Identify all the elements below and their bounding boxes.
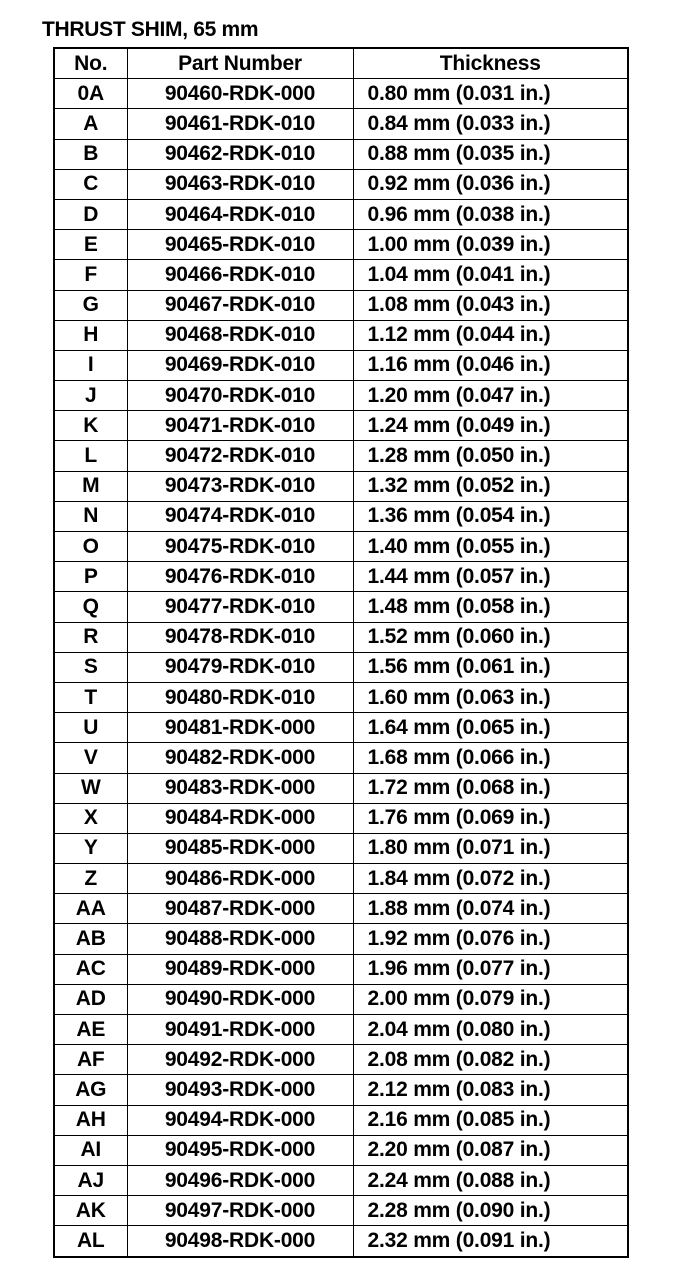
table-header-row: [54, 48, 628, 79]
cell-thickness: 1.16 mm (0.046 in.): [353, 350, 628, 380]
table-row: [54, 773, 628, 803]
cell-part-number: 90487-RDK-000: [127, 894, 353, 924]
cell-part-number: 90464-RDK-010: [127, 199, 353, 229]
page-title: THRUST SHIM, 65 mm: [42, 18, 259, 41]
table-row: [54, 743, 628, 773]
cell-thickness: 1.60 mm (0.063 in.): [353, 682, 628, 712]
table-row: [54, 1196, 628, 1226]
cell-thickness: 1.36 mm (0.054 in.): [353, 501, 628, 531]
table-row: [54, 622, 628, 652]
cell-part-number: 90495-RDK-000: [127, 1135, 353, 1165]
table-row: [54, 652, 628, 682]
cell-part-number: 90476-RDK-010: [127, 562, 353, 592]
cell-part-number: 90482-RDK-000: [127, 743, 353, 773]
table-row: [54, 381, 628, 411]
cell-no: 0A: [54, 79, 127, 109]
cell-no: M: [54, 471, 127, 501]
table-row: [54, 924, 628, 954]
cell-no: R: [54, 622, 127, 652]
cell-thickness: 1.44 mm (0.057 in.): [353, 562, 628, 592]
cell-thickness: 1.92 mm (0.076 in.): [353, 924, 628, 954]
table-row: [54, 1165, 628, 1195]
cell-thickness: 1.24 mm (0.049 in.): [353, 411, 628, 441]
cell-no: J: [54, 381, 127, 411]
cell-thickness: 1.08 mm (0.043 in.): [353, 290, 628, 320]
cell-no: AA: [54, 894, 127, 924]
cell-no: V: [54, 743, 127, 773]
cell-part-number: 90474-RDK-010: [127, 501, 353, 531]
cell-no: T: [54, 682, 127, 712]
table-row: [54, 441, 628, 471]
table-row: [54, 803, 628, 833]
cell-no: O: [54, 532, 127, 562]
cell-part-number: 90498-RDK-000: [127, 1226, 353, 1257]
cell-part-number: 90469-RDK-010: [127, 350, 353, 380]
cell-no: K: [54, 411, 127, 441]
cell-part-number: 90468-RDK-010: [127, 320, 353, 350]
cell-no: AI: [54, 1135, 127, 1165]
cell-no: L: [54, 441, 127, 471]
cell-no: Y: [54, 833, 127, 863]
cell-part-number: 90473-RDK-010: [127, 471, 353, 501]
cell-thickness: 1.00 mm (0.039 in.): [353, 230, 628, 260]
cell-part-number: 90462-RDK-010: [127, 139, 353, 169]
table-row: [54, 954, 628, 984]
column-header-thickness: Thickness: [353, 48, 628, 79]
cell-thickness: 1.64 mm (0.065 in.): [353, 713, 628, 743]
cell-thickness: 1.84 mm (0.072 in.): [353, 864, 628, 894]
cell-thickness: 1.40 mm (0.055 in.): [353, 532, 628, 562]
cell-no: E: [54, 230, 127, 260]
cell-thickness: 2.16 mm (0.085 in.): [353, 1105, 628, 1135]
table-row: [54, 169, 628, 199]
cell-no: D: [54, 199, 127, 229]
table-row: [54, 79, 628, 109]
cell-part-number: 90492-RDK-000: [127, 1045, 353, 1075]
cell-no: F: [54, 260, 127, 290]
cell-thickness: 2.00 mm (0.079 in.): [353, 984, 628, 1014]
cell-thickness: 1.04 mm (0.041 in.): [353, 260, 628, 290]
table-row: [54, 109, 628, 139]
cell-no: C: [54, 169, 127, 199]
table-row: [54, 411, 628, 441]
cell-thickness: 1.52 mm (0.060 in.): [353, 622, 628, 652]
cell-no: G: [54, 290, 127, 320]
cell-part-number: 90481-RDK-000: [127, 713, 353, 743]
cell-no: N: [54, 501, 127, 531]
cell-thickness: 2.28 mm (0.090 in.): [353, 1196, 628, 1226]
cell-thickness: 0.96 mm (0.038 in.): [353, 199, 628, 229]
cell-no: AE: [54, 1015, 127, 1045]
cell-no: P: [54, 562, 127, 592]
table-row: [54, 1045, 628, 1075]
cell-part-number: 90477-RDK-010: [127, 592, 353, 622]
cell-part-number: 90489-RDK-000: [127, 954, 353, 984]
cell-thickness: 1.80 mm (0.071 in.): [353, 833, 628, 863]
table-row: [54, 1135, 628, 1165]
cell-thickness: 1.72 mm (0.068 in.): [353, 773, 628, 803]
table-row: [54, 864, 628, 894]
column-header-part-number: Part Number: [127, 48, 353, 79]
cell-thickness: 0.92 mm (0.036 in.): [353, 169, 628, 199]
table-row: [54, 320, 628, 350]
cell-part-number: 90479-RDK-010: [127, 652, 353, 682]
cell-part-number: 90490-RDK-000: [127, 984, 353, 1014]
cell-part-number: 90478-RDK-010: [127, 622, 353, 652]
cell-part-number: 90467-RDK-010: [127, 290, 353, 320]
cell-no: AH: [54, 1105, 127, 1135]
table-row: [54, 894, 628, 924]
cell-thickness: 2.04 mm (0.080 in.): [353, 1015, 628, 1045]
cell-no: AB: [54, 924, 127, 954]
cell-thickness: 2.32 mm (0.091 in.): [353, 1226, 628, 1257]
cell-thickness: 0.88 mm (0.035 in.): [353, 139, 628, 169]
cell-thickness: 1.96 mm (0.077 in.): [353, 954, 628, 984]
cell-no: AL: [54, 1226, 127, 1257]
cell-part-number: 90465-RDK-010: [127, 230, 353, 260]
table-row: [54, 350, 628, 380]
cell-part-number: 90493-RDK-000: [127, 1075, 353, 1105]
column-header-no: No.: [54, 48, 127, 79]
table-row: [54, 199, 628, 229]
cell-no: U: [54, 713, 127, 743]
cell-part-number: 90496-RDK-000: [127, 1165, 353, 1195]
cell-no: AG: [54, 1075, 127, 1105]
table-row: [54, 592, 628, 622]
cell-no: S: [54, 652, 127, 682]
cell-part-number: 90460-RDK-000: [127, 79, 353, 109]
cell-no: A: [54, 109, 127, 139]
table-row: [54, 682, 628, 712]
table-row: [54, 230, 628, 260]
cell-thickness: 0.84 mm (0.033 in.): [353, 109, 628, 139]
cell-no: I: [54, 350, 127, 380]
table-row: [54, 1075, 628, 1105]
thrust-shim-table: [53, 47, 629, 1258]
cell-thickness: 1.88 mm (0.074 in.): [353, 894, 628, 924]
cell-part-number: 90485-RDK-000: [127, 833, 353, 863]
cell-part-number: 90470-RDK-010: [127, 381, 353, 411]
table-row: [54, 471, 628, 501]
table-row: [54, 1105, 628, 1135]
cell-part-number: 90475-RDK-010: [127, 532, 353, 562]
cell-no: Q: [54, 592, 127, 622]
cell-part-number: 90466-RDK-010: [127, 260, 353, 290]
table-row: [54, 713, 628, 743]
table-row: [54, 260, 628, 290]
cell-thickness: 1.56 mm (0.061 in.): [353, 652, 628, 682]
cell-thickness: 1.32 mm (0.052 in.): [353, 471, 628, 501]
table-body: [54, 79, 628, 1257]
cell-thickness: 2.24 mm (0.088 in.): [353, 1165, 628, 1195]
cell-thickness: 1.48 mm (0.058 in.): [353, 592, 628, 622]
cell-no: W: [54, 773, 127, 803]
cell-no: AJ: [54, 1165, 127, 1195]
cell-no: X: [54, 803, 127, 833]
table-row: [54, 290, 628, 320]
cell-thickness: 2.12 mm (0.083 in.): [353, 1075, 628, 1105]
cell-thickness: 0.80 mm (0.031 in.): [353, 79, 628, 109]
cell-part-number: 90480-RDK-010: [127, 682, 353, 712]
cell-thickness: 1.68 mm (0.066 in.): [353, 743, 628, 773]
table-row: [54, 139, 628, 169]
cell-no: H: [54, 320, 127, 350]
cell-part-number: 90497-RDK-000: [127, 1196, 353, 1226]
cell-part-number: 90488-RDK-000: [127, 924, 353, 954]
cell-thickness: 2.20 mm (0.087 in.): [353, 1135, 628, 1165]
table-row: [54, 1015, 628, 1045]
cell-part-number: 90461-RDK-010: [127, 109, 353, 139]
cell-part-number: 90494-RDK-000: [127, 1105, 353, 1135]
cell-thickness: 2.08 mm (0.082 in.): [353, 1045, 628, 1075]
cell-thickness: 1.76 mm (0.069 in.): [353, 803, 628, 833]
cell-part-number: 90486-RDK-000: [127, 864, 353, 894]
cell-no: AF: [54, 1045, 127, 1075]
cell-no: Z: [54, 864, 127, 894]
cell-no: AD: [54, 984, 127, 1014]
cell-part-number: 90483-RDK-000: [127, 773, 353, 803]
table-row: [54, 562, 628, 592]
cell-thickness: 1.28 mm (0.050 in.): [353, 441, 628, 471]
cell-no: B: [54, 139, 127, 169]
cell-no: AK: [54, 1196, 127, 1226]
table-row: [54, 501, 628, 531]
cell-part-number: 90471-RDK-010: [127, 411, 353, 441]
table-row: [54, 532, 628, 562]
table-row: [54, 1226, 628, 1257]
cell-thickness: 1.12 mm (0.044 in.): [353, 320, 628, 350]
cell-part-number: 90491-RDK-000: [127, 1015, 353, 1045]
cell-part-number: 90484-RDK-000: [127, 803, 353, 833]
cell-part-number: 90472-RDK-010: [127, 441, 353, 471]
table-row: [54, 833, 628, 863]
cell-no: AC: [54, 954, 127, 984]
cell-part-number: 90463-RDK-010: [127, 169, 353, 199]
cell-thickness: 1.20 mm (0.047 in.): [353, 381, 628, 411]
table-row: [54, 984, 628, 1014]
